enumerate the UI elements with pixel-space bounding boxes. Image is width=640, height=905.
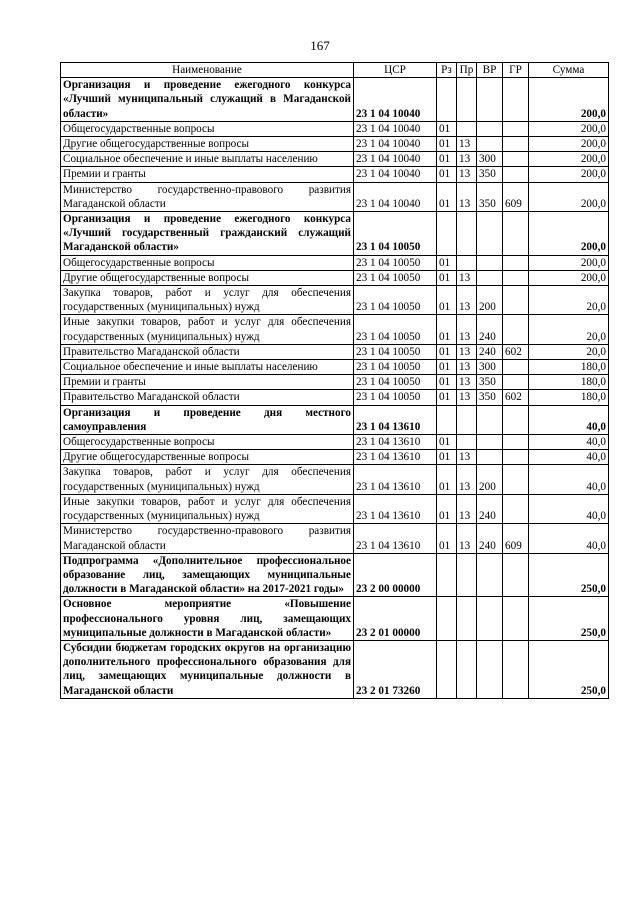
cell-sum: 250,0 [529, 553, 609, 597]
cell-sum: 200,0 [529, 78, 609, 122]
cell-csr: 23 1 04 13610 [354, 524, 437, 553]
cell-gr [503, 270, 529, 285]
cell-pr: 13 [457, 167, 477, 182]
cell-pr [457, 78, 477, 122]
cell-csr: 23 1 04 10050 [354, 375, 437, 390]
cell-gr [503, 435, 529, 450]
cell-pr: 13 [457, 450, 477, 465]
cell-vr: 350 [477, 167, 503, 182]
table-row [61, 212, 609, 256]
cell-csr: 23 1 04 13610 [354, 494, 437, 523]
cell-sum: 250,0 [529, 640, 609, 698]
cell-vr: 240 [477, 494, 503, 523]
table-row [61, 255, 609, 270]
cell-name: Социальное обеспечение и иные выплаты населению [61, 360, 354, 375]
cell-rz: 01 [437, 375, 457, 390]
cell-vr [477, 270, 503, 285]
cell-csr: 23 1 04 10050 [354, 212, 437, 256]
table-row [61, 435, 609, 450]
cell-rz: 01 [437, 182, 457, 211]
cell-vr: 240 [477, 344, 503, 359]
cell-csr: 23 1 04 10040 [354, 137, 437, 152]
cell-sum: 200,0 [529, 182, 609, 211]
cell-gr: 602 [503, 344, 529, 359]
cell-pr: 13 [457, 375, 477, 390]
cell-gr: 609 [503, 524, 529, 553]
cell-rz [437, 597, 457, 641]
cell-rz [437, 640, 457, 698]
cell-gr [503, 78, 529, 122]
cell-name: Общегосударственные вопросы [61, 435, 354, 450]
table-row [61, 182, 609, 211]
table-row [61, 640, 609, 698]
table-row [61, 465, 609, 494]
cell-csr: 23 1 04 13610 [354, 450, 437, 465]
table-row [61, 344, 609, 359]
cell-pr [457, 121, 477, 136]
cell-rz: 01 [437, 494, 457, 523]
cell-vr: 240 [477, 315, 503, 344]
cell-pr: 13 [457, 286, 477, 315]
cell-gr [503, 597, 529, 641]
cell-rz: 01 [437, 152, 457, 167]
cell-vr [477, 405, 503, 434]
cell-vr [477, 640, 503, 698]
cell-sum: 20,0 [529, 344, 609, 359]
cell-vr [477, 137, 503, 152]
cell-gr [503, 167, 529, 182]
cell-rz: 01 [437, 315, 457, 344]
cell-rz [437, 553, 457, 597]
table-row [61, 360, 609, 375]
cell-name: Министерство государственно-правового развития Магаданской области [61, 524, 354, 553]
cell-gr [503, 286, 529, 315]
cell-name: Министерство государственно-правового развития Магаданской области [61, 182, 354, 211]
cell-gr [503, 360, 529, 375]
budget-table [60, 62, 609, 699]
cell-pr [457, 435, 477, 450]
cell-csr: 23 1 04 10050 [354, 390, 437, 405]
cell-pr: 13 [457, 494, 477, 523]
cell-name: Общегосударственные вопросы [61, 121, 354, 136]
cell-gr [503, 255, 529, 270]
table-body [61, 78, 609, 699]
cell-sum: 200,0 [529, 137, 609, 152]
cell-name: Иные закупки товаров, работ и услуг для обеспечения государственных (муниципальных) нужд [61, 315, 354, 344]
cell-csr: 23 1 04 10040 [354, 121, 437, 136]
cell-sum: 40,0 [529, 465, 609, 494]
cell-csr: 23 1 04 10050 [354, 360, 437, 375]
cell-name: Организация и проведение ежегодного конкурса «Лучший муниципальный служащий в Магаданской области» [61, 78, 354, 122]
cell-vr: 350 [477, 390, 503, 405]
cell-csr: 23 1 04 10040 [354, 78, 437, 122]
table-row [61, 121, 609, 136]
cell-csr: 23 1 04 10040 [354, 152, 437, 167]
cell-name: Подпрограмма «Дополнительное профессиональное образование лиц, замещающих муниципальные должности в Магаданской области» на 2017-2021 годы» [61, 553, 354, 597]
table-row [61, 553, 609, 597]
cell-name: Премии и гранты [61, 167, 354, 182]
cell-pr: 13 [457, 465, 477, 494]
cell-vr [477, 78, 503, 122]
header-name: Наименование [61, 63, 354, 78]
cell-rz: 01 [437, 450, 457, 465]
cell-rz: 01 [437, 344, 457, 359]
table-row [61, 597, 609, 641]
cell-name: Другие общегосударственные вопросы [61, 450, 354, 465]
cell-sum: 20,0 [529, 286, 609, 315]
cell-rz [437, 405, 457, 434]
cell-gr [503, 152, 529, 167]
cell-gr [503, 315, 529, 344]
cell-vr [477, 553, 503, 597]
cell-gr [503, 121, 529, 136]
cell-pr: 13 [457, 344, 477, 359]
cell-pr [457, 212, 477, 256]
cell-name: Другие общегосударственные вопросы [61, 270, 354, 285]
cell-sum: 200,0 [529, 212, 609, 256]
cell-csr: 23 1 04 10050 [354, 315, 437, 344]
cell-rz: 01 [437, 435, 457, 450]
cell-sum: 180,0 [529, 390, 609, 405]
cell-rz: 01 [437, 465, 457, 494]
cell-sum: 250,0 [529, 597, 609, 641]
cell-pr: 13 [457, 315, 477, 344]
cell-sum: 20,0 [529, 315, 609, 344]
cell-pr: 13 [457, 137, 477, 152]
table-row [61, 270, 609, 285]
cell-name: Организация и проведение дня местного самоуправления [61, 405, 354, 434]
header-sum: Сумма [529, 63, 609, 78]
header-gr: ГР [503, 63, 529, 78]
cell-gr: 602 [503, 390, 529, 405]
cell-rz: 01 [437, 524, 457, 553]
table-row [61, 375, 609, 390]
cell-rz: 01 [437, 167, 457, 182]
cell-sum: 40,0 [529, 524, 609, 553]
cell-name: Закупка товаров, работ и услуг для обеспечения государственных (муниципальных) нужд [61, 286, 354, 315]
cell-sum: 40,0 [529, 435, 609, 450]
cell-pr: 13 [457, 270, 477, 285]
cell-name: Основное мероприятие «Повышение профессионального уровня лиц, замещающих муниципальные должности в Магаданской области» [61, 597, 354, 641]
table-row [61, 494, 609, 523]
cell-sum: 200,0 [529, 152, 609, 167]
cell-pr: 13 [457, 524, 477, 553]
cell-csr: 23 1 04 10050 [354, 286, 437, 315]
header-vr: ВР [477, 63, 503, 78]
cell-name: Премии и гранты [61, 375, 354, 390]
cell-rz [437, 78, 457, 122]
cell-vr [477, 212, 503, 256]
table-row [61, 390, 609, 405]
cell-pr [457, 640, 477, 698]
cell-sum: 40,0 [529, 405, 609, 434]
table-header-row [61, 63, 609, 78]
cell-csr: 23 1 04 10050 [354, 270, 437, 285]
cell-vr: 200 [477, 465, 503, 494]
cell-name: Закупка товаров, работ и услуг для обеспечения государственных (муниципальных) нужд [61, 465, 354, 494]
cell-name: Общегосударственные вопросы [61, 255, 354, 270]
table-row [61, 152, 609, 167]
header-rz: Рз [437, 63, 457, 78]
cell-pr: 13 [457, 152, 477, 167]
cell-vr [477, 121, 503, 136]
cell-vr: 350 [477, 182, 503, 211]
cell-rz: 01 [437, 360, 457, 375]
cell-csr: 23 1 04 10050 [354, 344, 437, 359]
table-row [61, 78, 609, 122]
cell-pr: 13 [457, 182, 477, 211]
cell-vr [477, 450, 503, 465]
cell-rz [437, 212, 457, 256]
cell-sum: 180,0 [529, 375, 609, 390]
cell-rz: 01 [437, 255, 457, 270]
cell-rz: 01 [437, 390, 457, 405]
cell-gr [503, 494, 529, 523]
page-number: 167 [310, 38, 330, 53]
cell-gr [503, 212, 529, 256]
cell-vr: 300 [477, 360, 503, 375]
cell-gr: 609 [503, 182, 529, 211]
cell-name: Субсидии бюджетам городских округов на организацию дополнительного профессионального образования для лиц, замещающих муниципальные должности в Магаданской области [61, 640, 354, 698]
cell-sum: 200,0 [529, 255, 609, 270]
cell-gr [503, 375, 529, 390]
header-csr: ЦСР [354, 63, 437, 78]
cell-name: Правительство Магаданской области [61, 344, 354, 359]
cell-vr: 300 [477, 152, 503, 167]
table-row [61, 137, 609, 152]
cell-sum: 40,0 [529, 450, 609, 465]
cell-csr: 23 1 04 10040 [354, 182, 437, 211]
cell-name: Правительство Магаданской области [61, 390, 354, 405]
cell-rz: 01 [437, 121, 457, 136]
cell-vr [477, 597, 503, 641]
cell-csr: 23 2 01 00000 [354, 597, 437, 641]
cell-pr: 13 [457, 360, 477, 375]
header-pr: Пр [457, 63, 477, 78]
cell-rz: 01 [437, 270, 457, 285]
table-row [61, 405, 609, 434]
cell-vr [477, 435, 503, 450]
cell-name: Иные закупки товаров, работ и услуг для обеспечения государственных (муниципальных) нужд [61, 494, 354, 523]
cell-csr: 23 2 01 73260 [354, 640, 437, 698]
table-row [61, 286, 609, 315]
cell-pr [457, 405, 477, 434]
cell-gr [503, 405, 529, 434]
table-row [61, 524, 609, 553]
table-row [61, 167, 609, 182]
cell-csr: 23 1 04 13610 [354, 405, 437, 434]
cell-pr [457, 553, 477, 597]
cell-rz: 01 [437, 137, 457, 152]
cell-gr [503, 137, 529, 152]
cell-vr [477, 255, 503, 270]
cell-name: Другие общегосударственные вопросы [61, 137, 354, 152]
cell-name: Социальное обеспечение и иные выплаты населению [61, 152, 354, 167]
cell-sum: 40,0 [529, 494, 609, 523]
cell-gr [503, 640, 529, 698]
cell-sum: 180,0 [529, 360, 609, 375]
cell-gr [503, 553, 529, 597]
cell-csr: 23 1 04 13610 [354, 435, 437, 450]
cell-gr [503, 465, 529, 494]
cell-rz: 01 [437, 286, 457, 315]
cell-name: Организация и проведение ежегодного конкурса «Лучший государственный гражданский служащий Магаданской области» [61, 212, 354, 256]
cell-vr: 200 [477, 286, 503, 315]
table-row [61, 450, 609, 465]
cell-sum: 200,0 [529, 270, 609, 285]
table-row [61, 315, 609, 344]
cell-vr: 350 [477, 375, 503, 390]
cell-vr: 240 [477, 524, 503, 553]
cell-csr: 23 1 04 10040 [354, 167, 437, 182]
cell-csr: 23 2 00 00000 [354, 553, 437, 597]
cell-gr [503, 450, 529, 465]
cell-pr: 13 [457, 390, 477, 405]
cell-pr [457, 255, 477, 270]
cell-sum: 200,0 [529, 167, 609, 182]
cell-csr: 23 1 04 10050 [354, 255, 437, 270]
cell-csr: 23 1 04 13610 [354, 465, 437, 494]
cell-sum: 200,0 [529, 121, 609, 136]
cell-pr [457, 597, 477, 641]
